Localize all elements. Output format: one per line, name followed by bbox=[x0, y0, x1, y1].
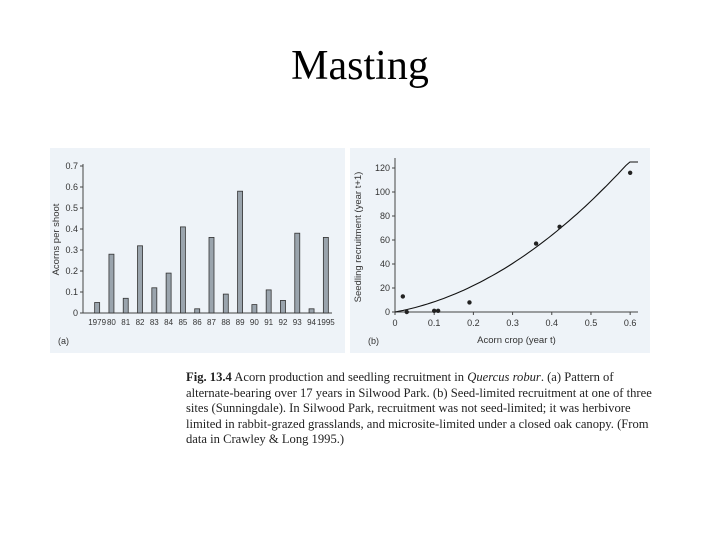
panel-a-x-tick-label: 89 bbox=[235, 318, 245, 327]
panel-a-x-tick-label: 91 bbox=[264, 318, 274, 327]
panel-a-bar bbox=[209, 237, 214, 313]
panel-a-bar bbox=[323, 237, 328, 313]
panel-a-x-tick-label: 1979 bbox=[88, 318, 107, 327]
panel-a-bar bbox=[166, 273, 171, 313]
panel-b-y-tick-label: 0 bbox=[384, 307, 390, 317]
caption-text-after: . (a) Pattern of alternate-bearing over 17 years in Silwood Park. (b) Seed-limited recruitment at one of three sites (Sunningdale). In Silwood Park, recruitment was not seed-limited; it was herbivore limited in rabbit-grazed grasslands, and microsite-limited under a closed oak canopy. (From data in Crawley & Long 1995.) bbox=[186, 370, 652, 446]
panel-b-x-tick-label: 0 bbox=[392, 318, 398, 328]
panel-a-bar bbox=[152, 288, 157, 313]
figure-svg bbox=[50, 148, 650, 358]
panel-b-y-label: Seedling recruitment (year t+1) bbox=[353, 171, 364, 303]
panel-a-x-tick-label: 86 bbox=[192, 318, 202, 327]
panel-b-y-tick-label: 100 bbox=[374, 187, 390, 197]
slide-title: Masting bbox=[291, 43, 429, 89]
panel-a-y-tick-label: 0.4 bbox=[65, 224, 78, 234]
panel-a-x-tick-label: 84 bbox=[164, 318, 174, 327]
panel-a-bar bbox=[195, 309, 200, 313]
panel-b-y-tick-label: 120 bbox=[374, 163, 390, 173]
panel-b-y-tick-label: 20 bbox=[379, 283, 390, 293]
panel-a-x-tick-label: 94 bbox=[307, 318, 317, 327]
panel-a-bar bbox=[138, 246, 143, 313]
panel-a-bar bbox=[180, 227, 185, 313]
panel-a-x-tick-label: 83 bbox=[149, 318, 159, 327]
caption-label: Fig. 13.4 bbox=[186, 370, 232, 384]
caption-text-before: Acorn production and seedling recruitment in bbox=[234, 370, 465, 384]
panel-b-point bbox=[405, 310, 409, 314]
panel-b-x-tick-label: 0.1 bbox=[427, 318, 441, 328]
panel-b-point bbox=[401, 294, 405, 298]
panel-b-y-tick-label: 80 bbox=[379, 211, 390, 221]
panel-b-point bbox=[534, 241, 538, 245]
panel-a-x-tick-label: 1995 bbox=[316, 318, 335, 327]
panel-b-x-tick-label: 0.5 bbox=[584, 318, 598, 328]
panel-b-x-label: Acorn crop (year t) bbox=[477, 335, 556, 346]
panel-a-bar bbox=[223, 294, 228, 313]
panel-a-bar bbox=[309, 309, 314, 313]
panel-a-bar bbox=[95, 303, 100, 314]
figure-caption bbox=[186, 370, 656, 448]
panel-a-x-tick-label: 85 bbox=[178, 318, 188, 327]
panel-b-point bbox=[436, 309, 440, 313]
panel-a-y-tick-label: 0 bbox=[72, 308, 78, 318]
panel-a-bar bbox=[238, 191, 243, 313]
figure-scan bbox=[50, 148, 650, 358]
panel-b-x-tick-label: 0.4 bbox=[545, 318, 559, 328]
panel-a-x-tick-label: 93 bbox=[292, 318, 302, 327]
panel-a-bar bbox=[109, 254, 114, 313]
panel-b-y-tick-label: 40 bbox=[379, 259, 390, 269]
panel-b-x-tick-label: 0.6 bbox=[623, 318, 637, 328]
panel-a-x-tick-label: 80 bbox=[106, 318, 116, 327]
panel-a-x-tick-label: 87 bbox=[207, 318, 216, 327]
panel-b-point bbox=[432, 309, 436, 313]
panel-a-label: (a) bbox=[58, 336, 69, 346]
panel-a-bar bbox=[123, 298, 128, 313]
panel-a-bar bbox=[280, 300, 285, 313]
panel-b-point bbox=[557, 225, 561, 229]
panel-a-y-tick-label: 0.5 bbox=[65, 203, 78, 213]
panel-a-x-tick-label: 88 bbox=[221, 318, 231, 327]
panel-b-fit-curve bbox=[395, 162, 638, 312]
panel-a-y-tick-label: 0.1 bbox=[65, 287, 78, 297]
panel-a-x-tick-label: 82 bbox=[135, 318, 145, 327]
panel-a-y-tick-label: 0.6 bbox=[65, 182, 78, 192]
panel-a-y-tick-label: 0.3 bbox=[65, 245, 78, 255]
panel-a-bar bbox=[295, 233, 300, 313]
panel-b-y-tick-label: 60 bbox=[379, 235, 390, 245]
panel-b-x-tick-label: 0.2 bbox=[467, 318, 480, 328]
panel-a-x-tick-label: 90 bbox=[249, 318, 259, 327]
caption-species: Quercus robur bbox=[467, 370, 541, 384]
panel-a-x-tick-label: 92 bbox=[278, 318, 288, 327]
panel-b-x-tick-label: 0.3 bbox=[506, 318, 519, 328]
panel-a-bar bbox=[252, 305, 257, 313]
panel-a-x-tick-label: 81 bbox=[121, 318, 131, 327]
panel-b-point bbox=[628, 171, 632, 175]
panel-b-point bbox=[467, 300, 471, 304]
panel-b-label: (b) bbox=[368, 336, 379, 346]
panel-a-bar bbox=[266, 290, 271, 313]
panel-a-y-label: Acorns per shoot bbox=[51, 203, 62, 276]
panel-a-y-tick-label: 0.7 bbox=[65, 161, 78, 171]
panel-a-y-tick-label: 0.2 bbox=[65, 266, 78, 276]
